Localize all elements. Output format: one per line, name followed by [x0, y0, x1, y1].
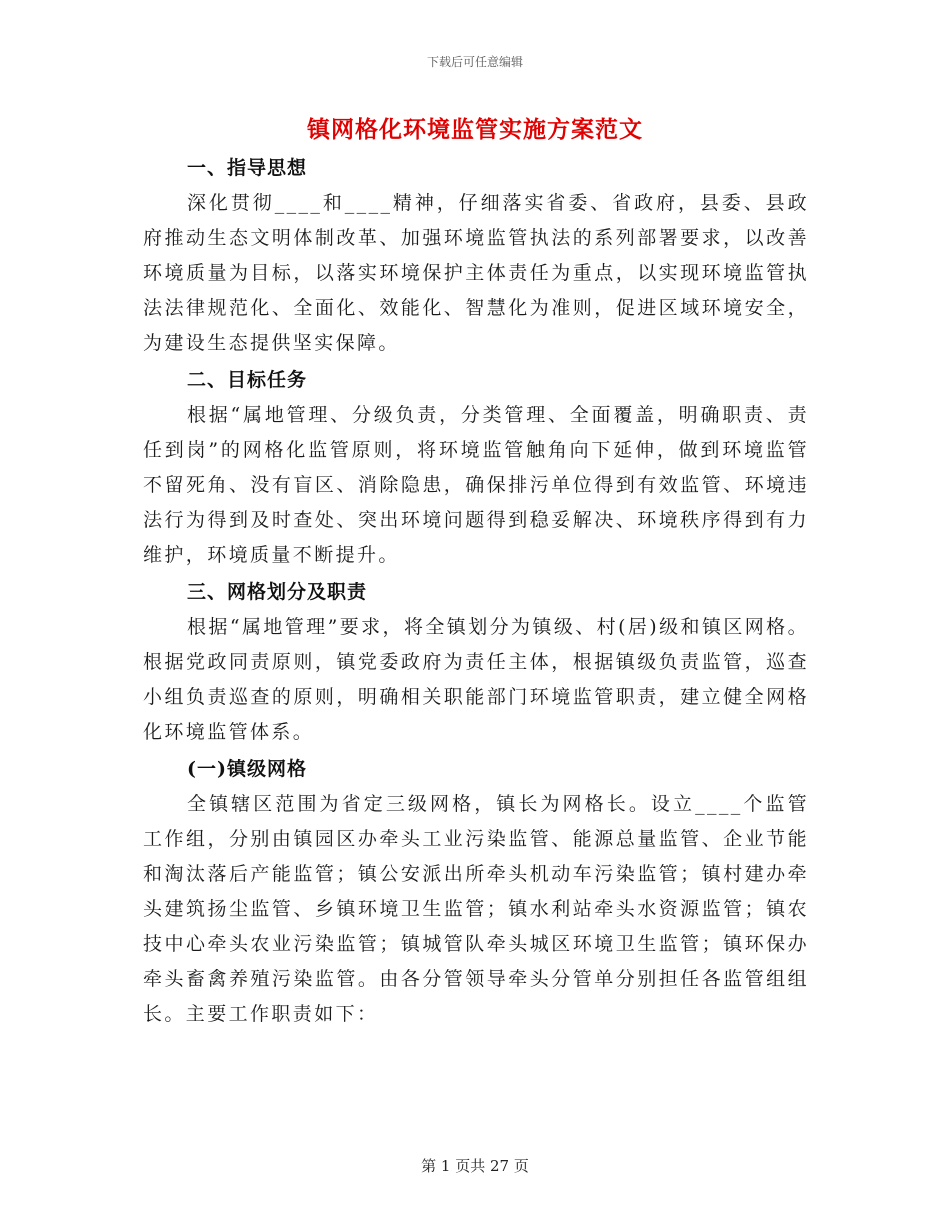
page-number-footer: 第 1 页共 27 页 [421, 1157, 529, 1175]
section-heading-town-level-grid: (一)镇级网格 [187, 758, 307, 780]
section-paragraph-grid-division: 根据“属地管理”要求，将全镇划分为镇级、村(居)级和镇区网格。根据党政同责原则，镇党委政府为责任主体，根据镇级负责监管，巡查小组负责巡查的原则，明确相关职能部门环境监管职责，建立健全网格化环境监管体系。 [143, 616, 809, 743]
document-body [143, 151, 809, 1032]
document-title: 镇网格化环境监管实施方案范文 [307, 116, 643, 143]
section-paragraph-goals-tasks: 根据“属地管理、分级负责，分类管理、全面覆盖，明确职责、责任到岗”的网格化监管原则，将环境监管触角向下延伸，做到环境监管不留死角、没有盲区、消除隐患，确保排污单位得到有效监管、环境违法行为得到及时查处、突出环境问题得到稳妥解决、环境秩序得到有力维护，环境质量不断提升。 [143, 404, 809, 566]
section-paragraph-guiding-ideology: 深化贯彻____和____精神，仔细落实省委、省政府，县委、县政府推动生态文明体制改革、加强环境监管执法的系列部署要求，以改善环境质量为目标，以落实环境保护主体责任为重点，以实现环境监管执法法律规范化、全面化、效能化、智慧化为准则，促进区域环境安全，为建设生态提供坚实保障。 [143, 192, 809, 354]
section-heading-grid-division: 三、网格划分及职责 [187, 581, 368, 603]
section-heading-goals-tasks: 二、目标任务 [187, 369, 308, 391]
section-paragraph-town-level-grid: 全镇辖区范围为省定三级网格，镇长为网格长。设立____个监管工作组，分别由镇园区办牵头工业污染监管、能源总量监管、企业节能和淘汰落后产能监管；镇公安派出所牵头机动车污染监管；镇村建办牵头建筑扬尘监管、乡镇环境卫生监管；镇水利站牵头水资源监管；镇农技中心牵头农业污染监管；镇城管队牵头城区环境卫生监管；镇环保办牵头畜禽养殖污染监管。由各分管领导牵头分管单分别担任各监管组组长。主要工作职责如下： [143, 793, 809, 1025]
section-heading-guiding-ideology: 一、指导思想 [187, 157, 308, 179]
page-header-note: 下载后可任意编辑 [426, 55, 523, 69]
